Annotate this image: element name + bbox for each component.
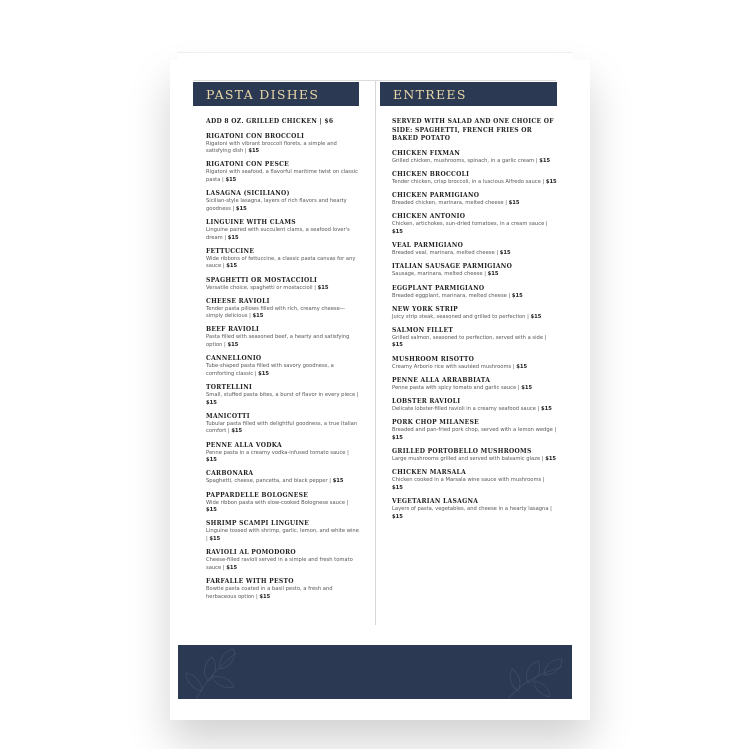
menu-item-name: FARFALLE WITH PESTO [206,577,294,585]
entrees-side-note: SERVED WITH SALAD AND ONE CHOICE OF SIDE: SPAGHETTI, FRENCH FRIES OR BAKED POTATO [392,118,554,143]
menu-item [392,192,557,208]
menu-item-name: PORK CHOP MILANESE [392,419,479,427]
menu-item-desc-text: Linguine tossed with shrimp, garlic, lemon, and white wine | [206,528,359,542]
pasta-heading: PASTA DISHES [206,86,320,102]
menu-item-desc-text: Grilled chicken, mushrooms, spinach, in a garlic cream | [392,157,538,164]
menu-item [206,326,359,349]
menu-item-description [206,227,359,242]
menu-item [206,413,359,436]
menu-item-name: MANICOTTI [206,412,250,420]
menu-item-desc-text: Breaded veal, marinara, melted cheese | [392,250,499,257]
menu-item-price: $15 [227,234,239,241]
menu-item-price: $15 [317,284,329,291]
menu-item-name: CARBONARA [206,470,254,478]
menu-item-desc-text: Tubular pasta filled with delightful goodness, a true Italian comfort | [206,420,358,435]
menu-item-description [206,450,359,465]
menu-item [392,448,557,464]
menu-item-description [206,586,359,601]
menu-item-name: TORTELLINI [206,384,253,392]
menu-item [392,306,557,322]
menu-item-description [392,406,557,414]
menu-item-price: $15 [226,564,238,571]
menu-item-desc-text: Chicken cooked in a Marsala wine sauce with mushrooms | [392,477,545,484]
menu-item-desc-text: Creamy Arborio rice with sautéed mushrooms | [392,363,515,370]
menu-item-name: CHICKEN MARSALA [392,469,467,477]
menu-item-name: CHEESE RAVIOLI [206,297,270,305]
menu-item-description [392,200,557,208]
menu-item [206,578,359,601]
menu-item-description [206,500,359,515]
menu-item-desc-text: Large mushrooms grilled and served with balsamic glaze | [392,456,544,462]
menu-item [206,248,359,271]
leaf-pattern-icon [178,645,572,699]
entrees-heading: ENTREES [393,86,467,102]
menu-item-name: SHRIMP SCAMPI LINGUINE [206,520,310,528]
menu-item [206,492,359,515]
entrees-column [380,82,557,527]
menu-item [206,298,359,321]
menu-item-description [392,221,557,236]
menu-item-price: $15 [226,263,238,270]
menu-item-desc-text: Bowtie pasta coated in a basil pesto, a fresh and herbaceous option | [206,585,333,600]
menu-item-name: CHICKEN BROCCOLI [392,170,470,178]
menu-item-name: LASAGNA (SICILIANO) [206,190,290,198]
menu-item-price: $15 [332,478,344,485]
menu-item-desc-text: Versatile choice, spaghetti or mostaccioli | [206,284,317,291]
menu-item-price: $15 [539,157,551,164]
menu-item [392,150,557,166]
menu-item [392,242,557,258]
menu-item-desc-text: Breaded eggplant, marinara, melted cheese | [392,292,511,299]
menu-item-price: $15 [392,434,403,441]
menu-item-name: RAVIOLI AL POMODORO [206,549,296,557]
menu-item-price: $15 [499,250,511,257]
menu-item-description [206,285,359,293]
menu-item-description [206,363,359,378]
pasta-addon-note: ADD 8 OZ. GRILLED CHICKEN | $6 [206,118,334,125]
menu-item [392,356,557,372]
menu-item-price: $15 [258,370,269,377]
menu-item-name: ITALIAN SAUSAGE PARMIGIANO [392,263,513,271]
menu-item-desc-text: Chicken, artichokes, sun-dried tomatoes, in a cream sauce | [392,221,548,228]
menu-item [206,277,359,293]
menu-item-description [392,179,557,187]
menu-item [392,327,557,350]
menu-item [392,377,557,393]
menu-item-desc-text: Penne pasta with spicy tomato and garlic sauce | [392,384,520,391]
menu-item-name: GRILLED PORTOBELLO MUSHROOMS [392,448,532,455]
menu-item-price: $15 [545,456,557,462]
entrees-list [392,150,557,521]
menu-item-desc-text: Pasta filled with seasoned beef, a hearty and satisfying option | [206,334,350,349]
menu-item-description [392,314,557,322]
menu-item [206,133,359,156]
menu-item [206,520,359,543]
menu-item-desc-text: Penne pasta in a creamy vodka-infused tomato sauce | [206,449,349,456]
menu-item [206,355,359,378]
menu-item [206,384,359,407]
menu-item-price: $15 [516,363,528,370]
menu-item [206,442,359,465]
menu-item [392,171,557,187]
menu-item-description [392,271,557,279]
menu-item-name: PENNE ALLA ARRABBIATA [392,376,491,384]
menu-item-price: $15 [530,313,542,320]
menu-item-name: CHICKEN ANTONIO [392,213,466,221]
menu-item [392,263,557,279]
menu-item-desc-text: Breaded chicken, marinara, melted cheese | [392,200,507,207]
menu-item-description [392,385,557,393]
menu-item-description [392,506,557,521]
pasta-column [193,82,359,607]
menu-item-price: $15 [248,148,260,155]
menu-item-price: $15 [521,384,533,391]
menu-item-desc-text: Breaded and pan-fried pork chop, served with a lemon wedge | [392,427,557,434]
menu-item-name: VEGETARIAN LASAGNA [392,497,479,505]
menu-item-price: $15 [231,428,243,435]
menu-item-price: $15 [392,484,403,491]
menu-page [178,52,572,699]
menu-item-price: $15 [206,507,217,514]
menu-item-description [206,169,359,184]
menu-item-name: LOBSTER RAVIOLI [392,398,461,406]
menu-item-description [206,557,359,572]
entrees-heading-band [380,82,557,106]
menu-item-name: PENNE ALLA VODKA [206,441,282,449]
menu-item-price: $15 [508,200,520,207]
menu-item-desc-text: Sausage, marinara, melted cheese | [392,271,486,278]
menu-item-description [206,528,359,543]
menu-item-description [206,421,359,436]
menu-item-desc-text: Rigatoni with seafood, a flavorful maritime twist on classic pasta | [206,169,359,183]
menu-item-name: RIGATONI CON PESCE [206,161,290,169]
menu-item-price: $15 [545,178,557,185]
menu-item-desc-text: Grilled salmon, seasoned to perfection, served with a side | [392,334,547,341]
menu-item-price: $15 [206,399,217,406]
menu-item-description [206,256,359,271]
menu-item [206,470,359,486]
menu-item-name: VEAL PARMIGIANO [392,242,464,250]
menu-item-price: $15 [209,535,221,542]
menu-item [392,469,557,492]
pasta-items [193,106,359,601]
menu-item-desc-text: Tender chicken, crisp broccoli, in a luscious Alfredo sauce | [392,178,545,185]
menu-item-price: $15 [235,205,247,212]
menu-item-name: MUSHROOM RISOTTO [392,355,475,363]
menu-item-name: BEEF RAVIOLI [206,326,260,334]
menu-item-name: CHICKEN PARMIGIANO [392,192,480,200]
menu-item-price: $15 [540,406,552,413]
column-divider [375,81,376,625]
menu-item [392,213,557,236]
pasta-list [206,133,359,602]
menu-item-desc-text: Tender pasta pillows filled with rich, creamy cheese—simply delicious | [206,305,346,320]
menu-item-desc-text: Delicate lobster-filled ravioli in a creamy seafood sauce | [392,406,540,413]
menu-item-desc-text: Linguine paired with succulent clams, a seafood lover's dream | [206,226,350,241]
menu-item-name: FETTUCCINE [206,247,255,255]
menu-item-desc-text: Tube-shaped pasta filled with savory goodness, a comforting classic | [206,363,334,377]
menu-item-desc-text: Spaghetti, cheese, pancetta, and black pepper | [206,478,332,485]
menu-item-description [206,306,359,321]
menu-item-price: $15 [392,342,403,349]
menu-item [206,219,359,242]
menu-item-desc-text: Cheese-filled ravioli served in a simple and fresh tomato sauce | [206,557,353,571]
menu-item-description [392,158,557,166]
menu-item-description [392,250,557,258]
menu-item-name: SPAGHETTI OR MOSTACCIOLI [206,276,318,284]
menu-item-price: $15 [252,313,264,320]
menu-item-desc-text: Wide ribbons of fettuccine, a classic pasta canvas for any sauce | [206,255,356,270]
menu-item-name: RIGATONI CON BROCCOLI [206,132,305,140]
menu-item-price: $15 [511,292,523,299]
menu-item-price: $15 [487,271,499,278]
menu-item-price: $15 [259,593,271,600]
menu-item-description [206,334,359,349]
menu-item-desc-text: Small, stuffed pasta bites, a burst of flavor in every piece | [206,392,359,399]
menu-item-desc-text: Juicy strip steak, seasoned and grilled to perfection | [392,313,529,320]
entrees-items [380,106,557,521]
menu-item-name: CHICKEN FIXMAN [392,149,461,157]
menu-item-price: $15 [392,228,403,235]
menu-item-description [392,335,557,350]
menu-item-name: PAPPARDELLE BOLOGNESE [206,491,309,499]
menu-item-description [392,293,557,301]
menu-item [206,161,359,184]
menu-item-desc-text: Sicilian-style lasagna, layers of rich flavors and hearty goodness | [206,198,347,212]
menu-item-desc-text: Rigatoni with vibrant broccoli florets, a simple and satisfying dish | [206,140,337,155]
menu-item-description [206,392,359,407]
menu-item-name: NEW YORK STRIP [392,305,458,313]
menu-item-description [392,477,557,492]
menu-item-desc-text: Wide ribbon pasta with slow-cooked Bolognese sauce | [206,499,349,506]
menu-item-desc-text: Layers of pasta, vegetables, and cheese in a hearty lasagna | [392,505,552,512]
menu-item-description [392,427,557,442]
pasta-heading-band [193,82,359,106]
menu-item-description [206,198,359,213]
menu-item-name: CANNELLONIO [206,355,262,363]
menu-item-name: SALMON FILLET [392,326,454,334]
menu-item [206,190,359,213]
page-top-margin [178,52,572,81]
menu-item [392,419,557,442]
menu-item-price: $15 [225,176,237,183]
menu-item-name: EGGPLANT PARMIGIANO [392,284,485,292]
menu-item-description [206,141,359,156]
menu-item-name: LINGUINE WITH CLAMS [206,218,296,226]
menu-item-price: $15 [227,342,239,349]
menu-item [392,285,557,301]
menu-item [206,549,359,572]
menu-item-description [392,456,557,464]
menu-item-description [392,364,557,372]
menu-item [392,398,557,414]
menu-item-description [206,478,359,486]
menu-item-price: $15 [206,457,217,464]
footer-band [178,645,572,699]
menu-item [392,498,557,521]
menu-item-price: $15 [392,513,403,520]
